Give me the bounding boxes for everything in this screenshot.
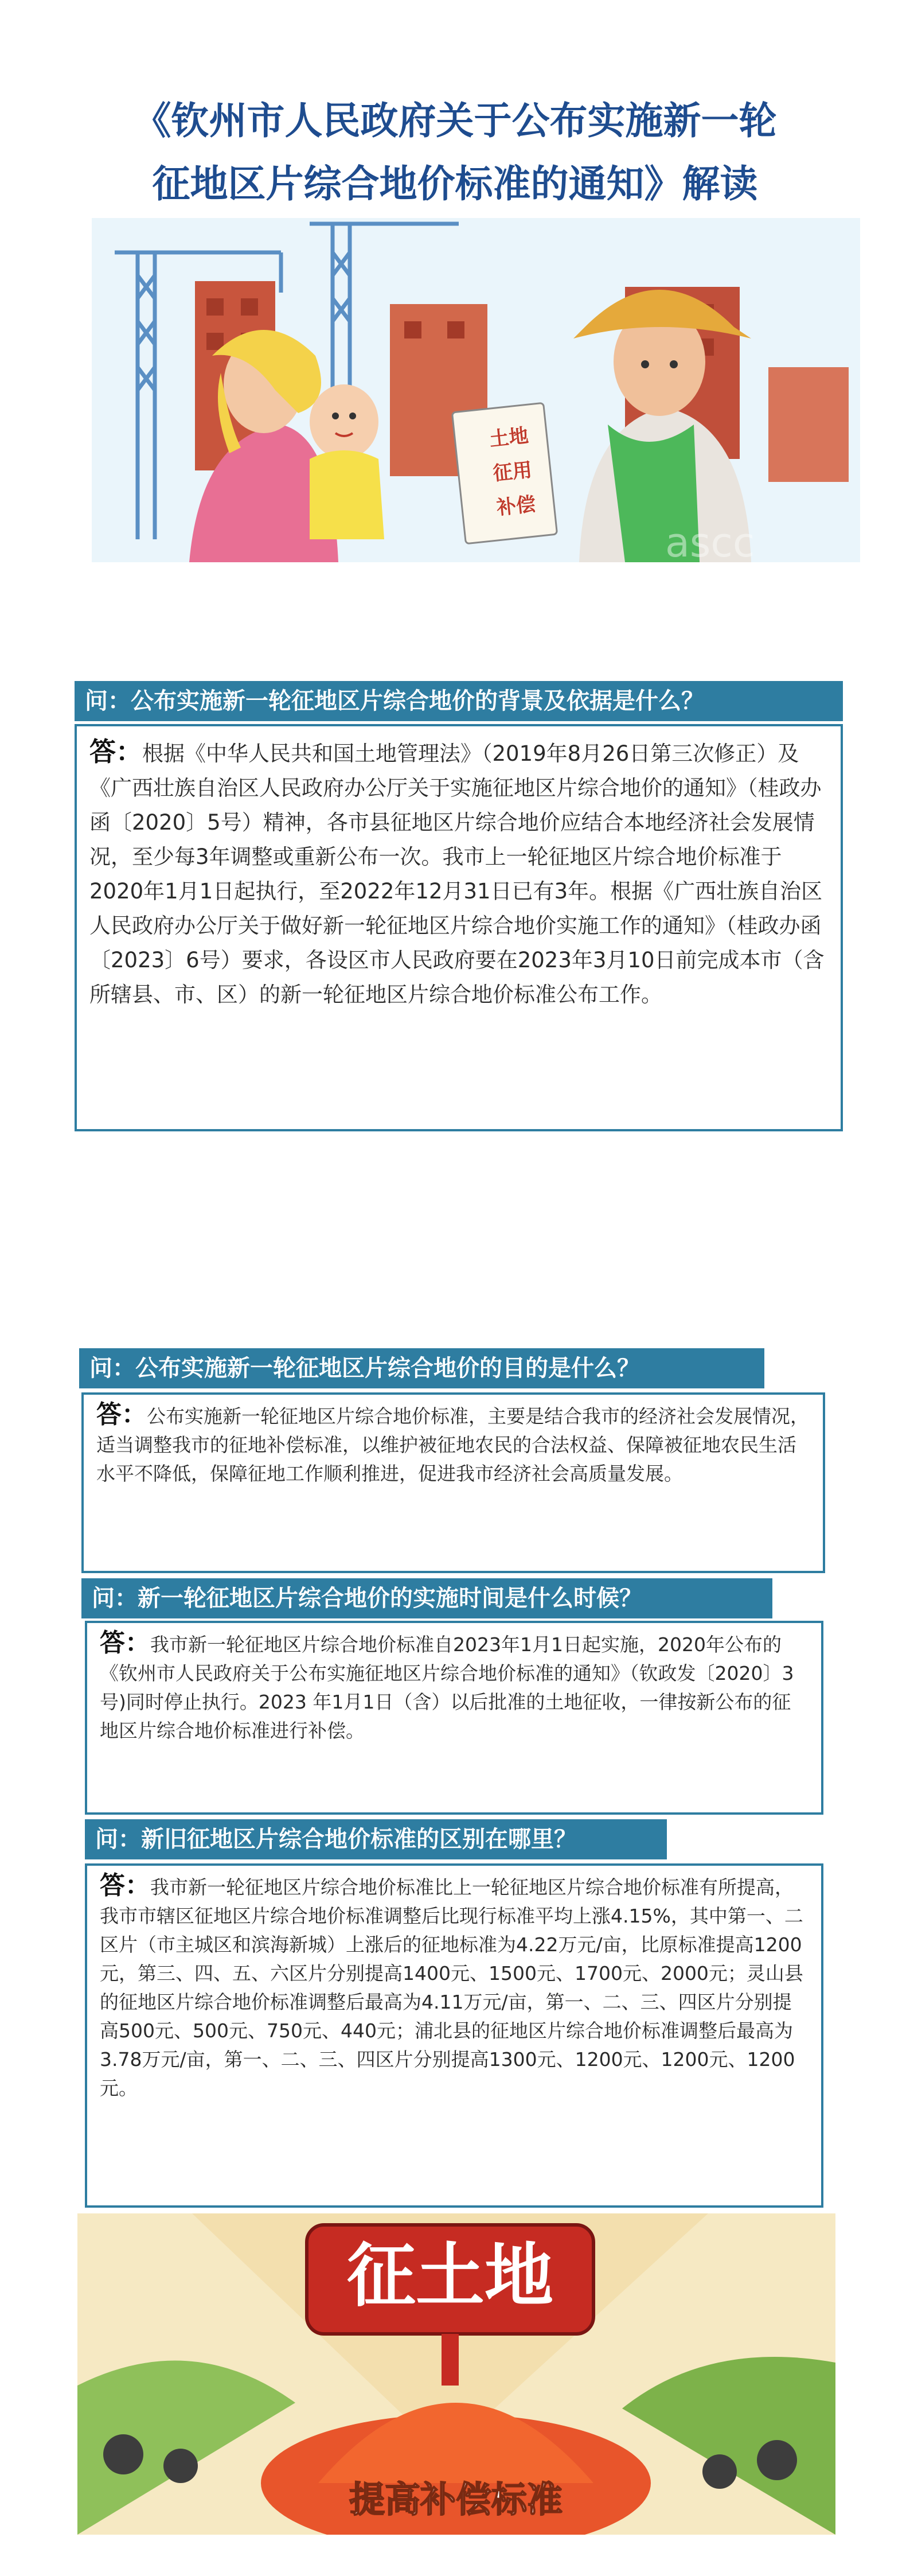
question-bar-1: [75, 681, 843, 721]
question-4-text: 问：新旧征地区片综合地价标准的区别在哪里？: [95, 1826, 577, 1853]
sign-text-line-1: 土地: [488, 424, 530, 452]
sign-text-line-3: 补偿: [495, 492, 537, 520]
compensation-standard-illustration: [77, 2213, 835, 2535]
question-bar-2: [79, 1348, 764, 1388]
page-title-line-2: 征地区片综合地价标准的通知》解读: [152, 162, 758, 206]
watermark-text: ascc: [665, 519, 755, 562]
hat-label: 提高补偿标准: [349, 2478, 563, 2520]
sign-label: 征土地: [347, 2236, 553, 2316]
answer-2-lead: 答：: [96, 1400, 147, 1429]
answer-4-text: 我市新一轮征地区片综合地价标准比上一轮征地区片综合地价标准有所提高，我市市辖区征地区片综合地价标准调整后比现行标准平均上涨4.15%，其中第一、二区片（市主城区和滨海新城）上涨后的征地标准为4.22万元/亩，比原标准提高1200元，第三、四、五、六区片分别提高1400元、1500元、1700元、2000元；灵山县的征地区片综合地价标准调整后最高为4.11万元/亩，第一、二、三、四区片分别提高500元、500元、750元、440元；浦北县的征地区片综合地价标准调整后最高为3.78万元/亩，第一、二、三、四区片分别提高1300元、1200元、1200元、1200元。: [100, 1876, 803, 2099]
answer-4-lead: 答：: [100, 1871, 150, 1900]
answer-3-text: 我市新一轮征地区片综合地价标准自2023年1月1日起实施，2020年公布的《钦州市人民政府关于公布实施征地区片综合地价标准的通知》（钦政发〔2020〕3号)同时停止执行。2023 年1月1日（含）以后批准的土地征收，一律按新公布的征地区片综合地价标准进行补偿。: [100, 1633, 794, 1742]
answer-box-1: [75, 724, 843, 1131]
answer-1-lead: 答：: [89, 736, 142, 767]
land-compensation-illustration: [92, 218, 860, 562]
answer-3-lead: 答：: [100, 1628, 150, 1657]
answer-box-2: [81, 1392, 825, 1573]
answer-box-3: [85, 1621, 823, 1815]
question-2-text: 问：公布实施新一轮征地区片综合地价的目的是什么？: [89, 1355, 640, 1382]
answer-box-4: [85, 1863, 823, 2208]
question-1-text: 问：公布实施新一轮征地区片综合地价的背景及依据是什么？: [85, 688, 704, 714]
sign-text-line-2: 征用: [491, 458, 533, 485]
answer-2-text: 公布实施新一轮征地区片综合地价标准，主要是结合我市的经济社会发展情况，适当调整我市的征地补偿标准，以维护被征地农民的合法权益、保障被征地农民生活水平不降低，保障征地工作顺利推进，促进我市经济社会高质量发展。: [96, 1405, 809, 1485]
question-bar-3: [81, 1578, 772, 1618]
question-bar-4: [85, 1819, 667, 1859]
answer-1-text: 根据《中华人民共和国土地管理法》（2019年8月26日第三次修正）及《广西壮族自治区人民政府办公厅关于实施征地区片综合地价的通知》（桂政办函〔2020〕5号）精神，各市县征地区片综合地价应结合本地经济社会发展情况，至少每3年调整或重新公布一次。我市上一轮征地区片综合地价标准于2020年1月1日起执行，至2022年12月31日已有3年。根据《广西壮族自治区人民政府办公厅关于做好新一轮征地区片综合地价实施工作的通知》（桂政办函〔2023〕6号）要求，各设区市人民政府要在2023年3月10日前完成本市（含所辖县、市、区）的新一轮征地区片综合地价标准公布工作。: [89, 741, 825, 1007]
question-3-text: 问：新一轮征地区片综合地价的实施时间是什么时候？: [92, 1585, 642, 1612]
page-title-line-1: 《钦州市人民政府关于公布实施新一轮: [133, 99, 777, 143]
